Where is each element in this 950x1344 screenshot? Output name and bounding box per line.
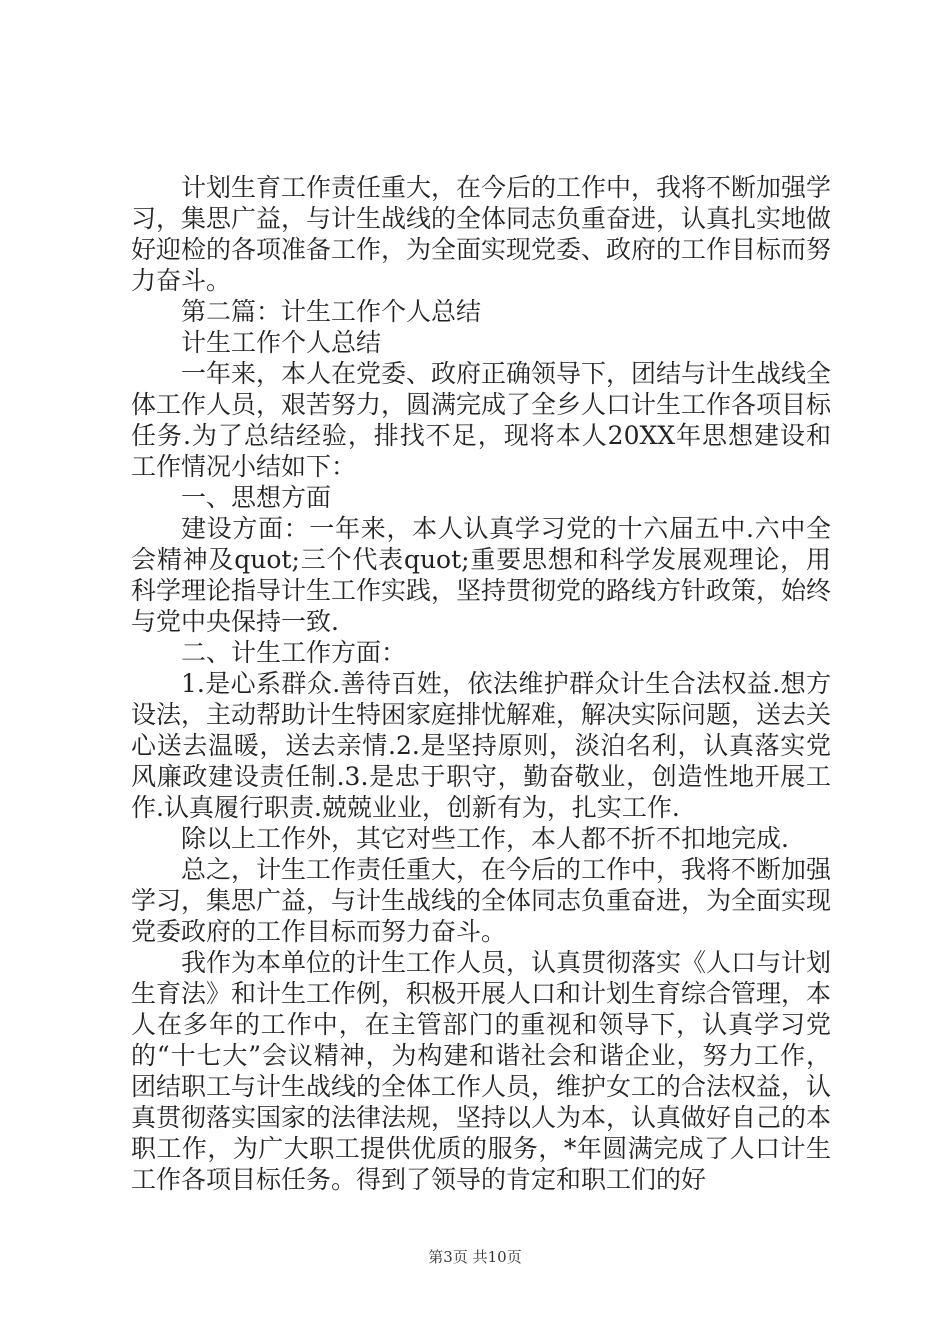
paragraph-personal-statement: 我作为本单位的计生工作人员，认真贯彻落实《人口与计划生育法》和计生工作例，积极开展人口和计划生育综合管理，本人在多年的工作中，在主管部门的重视和领导下，认真学习党的“十七大”会议精神，为构建和谐社会和谐企业，努力工作，团结职工与计生战线的全体工作人员，维护女工的合法权益，认真贯彻落实国家的法律法规，坚持以人为本，认真做好自己的本职工作，为广大职工提供优质的服务，*年圆满完成了人口计生工作各项目标任务。得到了领导的肯定和职工们的好 bbox=[131, 948, 832, 1194]
heading-work: 二、计生工作方面： bbox=[181, 638, 407, 667]
body-text bbox=[131, 172, 831, 1195]
paragraph-thought: 建设方面：一年来，本人认真学习党的十六届五中.六中全会精神及quot;三个代表quot;重要思想和科学发展观理论，用科学理论指导计生工作实践，坚持贯彻党的路线方针政策，始终与党中央保持一致. bbox=[131, 514, 832, 636]
paragraph-closing-plan: 计划生育工作责任重大，在今后的工作中，我将不断加强学习，集思广益，与计生战线的全体同志负重奋进，认真扎实地做好迎检的各项准备工作，为全面实现党委、政府的工作目标而努力奋斗。 bbox=[131, 173, 832, 295]
section-subtitle: 计生工作个人总结 bbox=[181, 328, 382, 357]
heading-thought: 一、思想方面 bbox=[181, 483, 332, 512]
paragraph-summary: 总之，计生工作责任重大，在今后的工作中，我将不断加强学习，集思广益，与计生战线的全体同志负重奋进，为全面实现党委政府的工作目标而努力奋斗。 bbox=[131, 855, 832, 946]
page-footer: 第3页 共10页 bbox=[428, 1248, 522, 1266]
paragraph-other-work: 除以上工作外，其它对些工作，本人都不折不扣地完成. bbox=[181, 824, 789, 853]
section-heading-part-two: 第二篇：计生工作个人总结 bbox=[181, 297, 482, 326]
paragraph-work-items: 1.是心系群众.善待百姓，依法维护群众计生合法权益.想方设法，主动帮助计生特困家庭排忧解难，解决实际问题，送去关心送去温暖，送去亲情.2.是坚持原则，淡泊名利，认真落实党风廉政建设责任制.3.是忠于职守，勤奋敬业，创造性地开展工作.认真履行职责.兢兢业业，创新有为，扎实工作. bbox=[131, 669, 832, 822]
paragraph-intro: 一年来，本人在党委、政府正确领导下，团结与计生战线全体工作人员，艰苦努力，圆满完成了全乡人口计生工作各项目标任务.为了总结经验，排找不足，现将本人20XX年思想建设和工作情况小结如下： bbox=[131, 359, 832, 481]
